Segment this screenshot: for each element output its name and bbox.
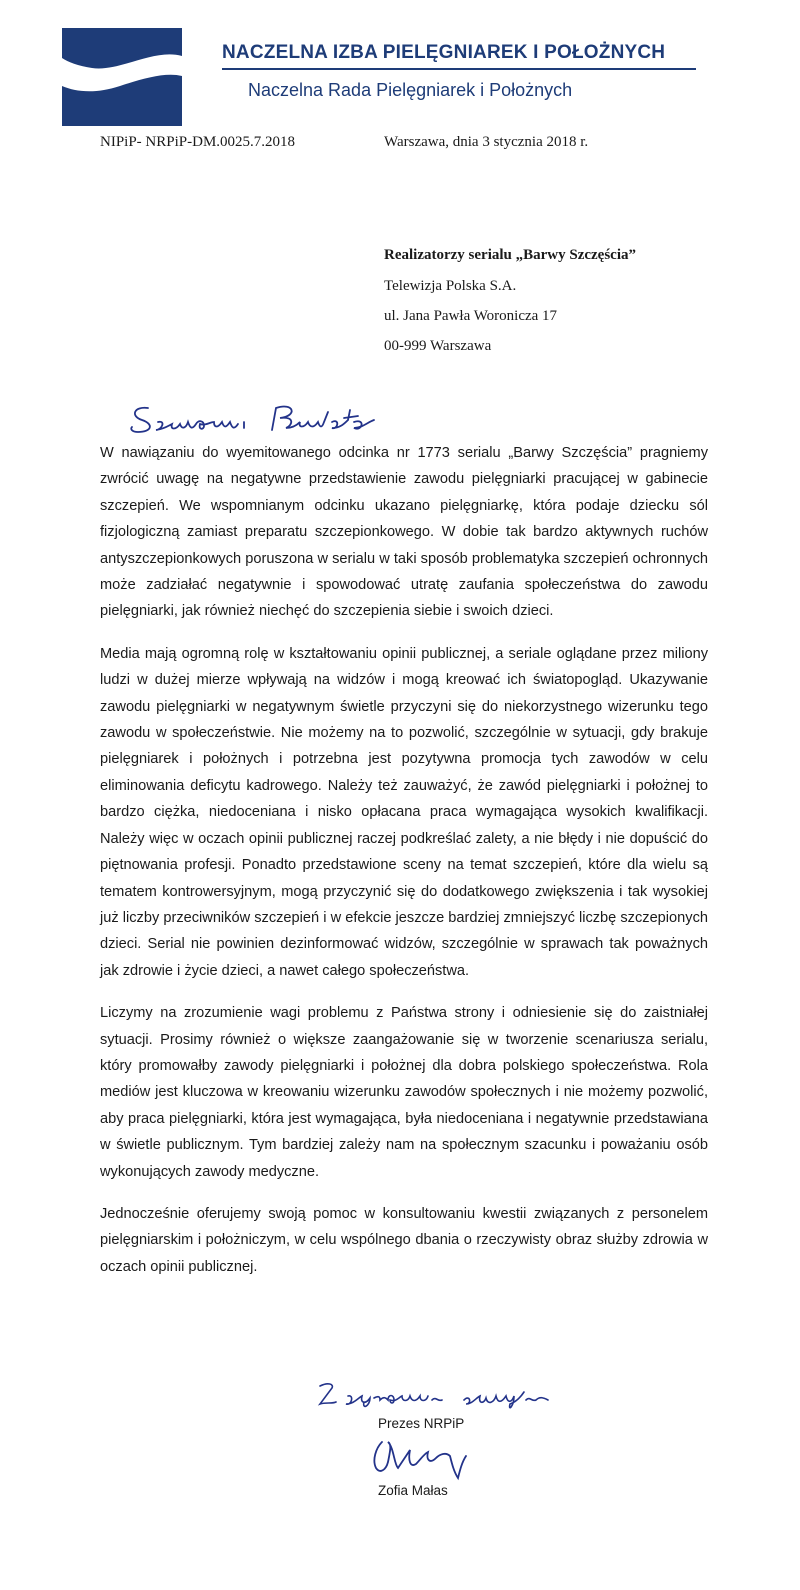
date-line: Warszawa, dnia 3 stycznia 2018 r. [384,134,589,150]
letter-body [100,440,708,1296]
signatory-name: Zofia Małas [378,1483,448,1498]
recipient-line-4: 00-999 Warszawa [384,338,492,354]
org-subname: Naczelna Rada Pielęgniarek i Położnych [248,80,573,100]
body-paragraph-4: Jednocześnie oferujemy swoją pomoc w konsultowaniu kwestii związanych z personelem pielęgniarskim i położniczym, w celu wspólnego dbania o rzeczywisty obraz służby zdrowia w oczach opinii publicznej. [100,1205,708,1275]
handwritten-signature-icon [368,1434,478,1484]
body-paragraph-2: Media mają ogromną rolę w kształtowaniu opinii publicznej, a seriale oglądane przez miliony ludzi w dużej mierze wpływają na widzów i mogą kreować ich światopogląd. Ukazywanie zawodu pielęgniarki w negatywnym świetle przyczyni się do niekorzystnego wizerunku tego zawodu w społeczeństwie. Nie możemy na to pozwolić, szczególnie w sytuacji, gdy brakuje pielęgniarek i położnych i potrzebna jest pozytywna promocja tych zawodów w celu eliminowania deficytu kadrowego. Należy też zauważyć, że zawód pielęgniarki i położnej to bardzo ciężka, niedoceniana i nisko opłacana praca wymagająca wysokich kwalifikacji. Należy więc w oczach opinii publicznej raczej podkreślać zalety, a nie błędy i nie dopuścić do piętnowania profesji. Ponadto przedstawione sceny na temat szczepień, które dla wielu są tematem kontrowersyjnym, mogą przyczynić się do dodatkowego zwiększenia i tak wysokiej już liczby przeciwników szczepień i w efekcie jeszcze bardziej zmniejszyć liczbę szczepionych dzieci. Serial nie powinien dezinformować widzów, szczególnie w sprawach tak poważnych jak zdrowie i życie dzieci, a nawet całego społeczeństwa. [100,645,708,979]
recipient-line-2: Telewizja Polska S.A. [384,278,517,294]
recipient-line-1: Realizatorzy serialu „Barwy Szczęścia” [384,247,637,263]
handwritten-closing [314,1378,564,1414]
handwritten-salutation [126,398,396,442]
wave-logo-icon [62,28,182,126]
header-divider [222,68,696,70]
body-paragraph-3: Liczymy na zrozumienie wagi problemu z Państwa strony i odniesienie się do zaistniałej sytuacji. Prosimy również o większe zaangażowanie się w tworzenie scenariusza serialu, który promowałby zawody pielęgniarki i położnej dla dobra polskiego społeczeństwa. Rola mediów jest kluczowa w kreowaniu wizerunku zawodów społecznych i nie możemy pozwolić, aby praca pielęgniarki, która jest wymagająca, była niedoceniana i negatywnie przedstawiana w świetle publicznym. Tym bardziej zależy nam na społecznym szacunku i poważaniu osób wykonujących zawody medyczne. [100,1005,708,1180]
body-paragraph-1: W nawiązaniu do wyemitowanego odcinka nr 1773 serialu „Barwy Szczęścia” pragniemy zwrócić uwagę na negatywne przedstawienie zawodu pielęgniarki pracującej w gabinecie szczepień. We wspomnianym odcinku ukazano pielęgniarkę, która podaje dziecku sól fizjologiczną zamiast preparatu szczepionkowego. W dobie tak bardzo aktywnych ruchów antyszczepionkowych poruszona w serialu w taki sposób problematyka szczepień ochronnych może zadziałać negatywnie i spowodować utratę zaufania społeczeństwa do zawodu pielęgniarki, jak również niechęć do szczepienia siebie i swoich dzieci. [100,445,708,620]
org-name: NACZELNA IZBA PIELĘGNIAREK I POŁOŻNYCH [222,42,666,63]
recipient-line-3: ul. Jana Pawła Woronicza 17 [384,308,558,324]
signatory-role: Prezes NRPiP [378,1416,465,1431]
reference-number: NIPiP- NRPiP-DM.0025.7.2018 [100,134,296,150]
